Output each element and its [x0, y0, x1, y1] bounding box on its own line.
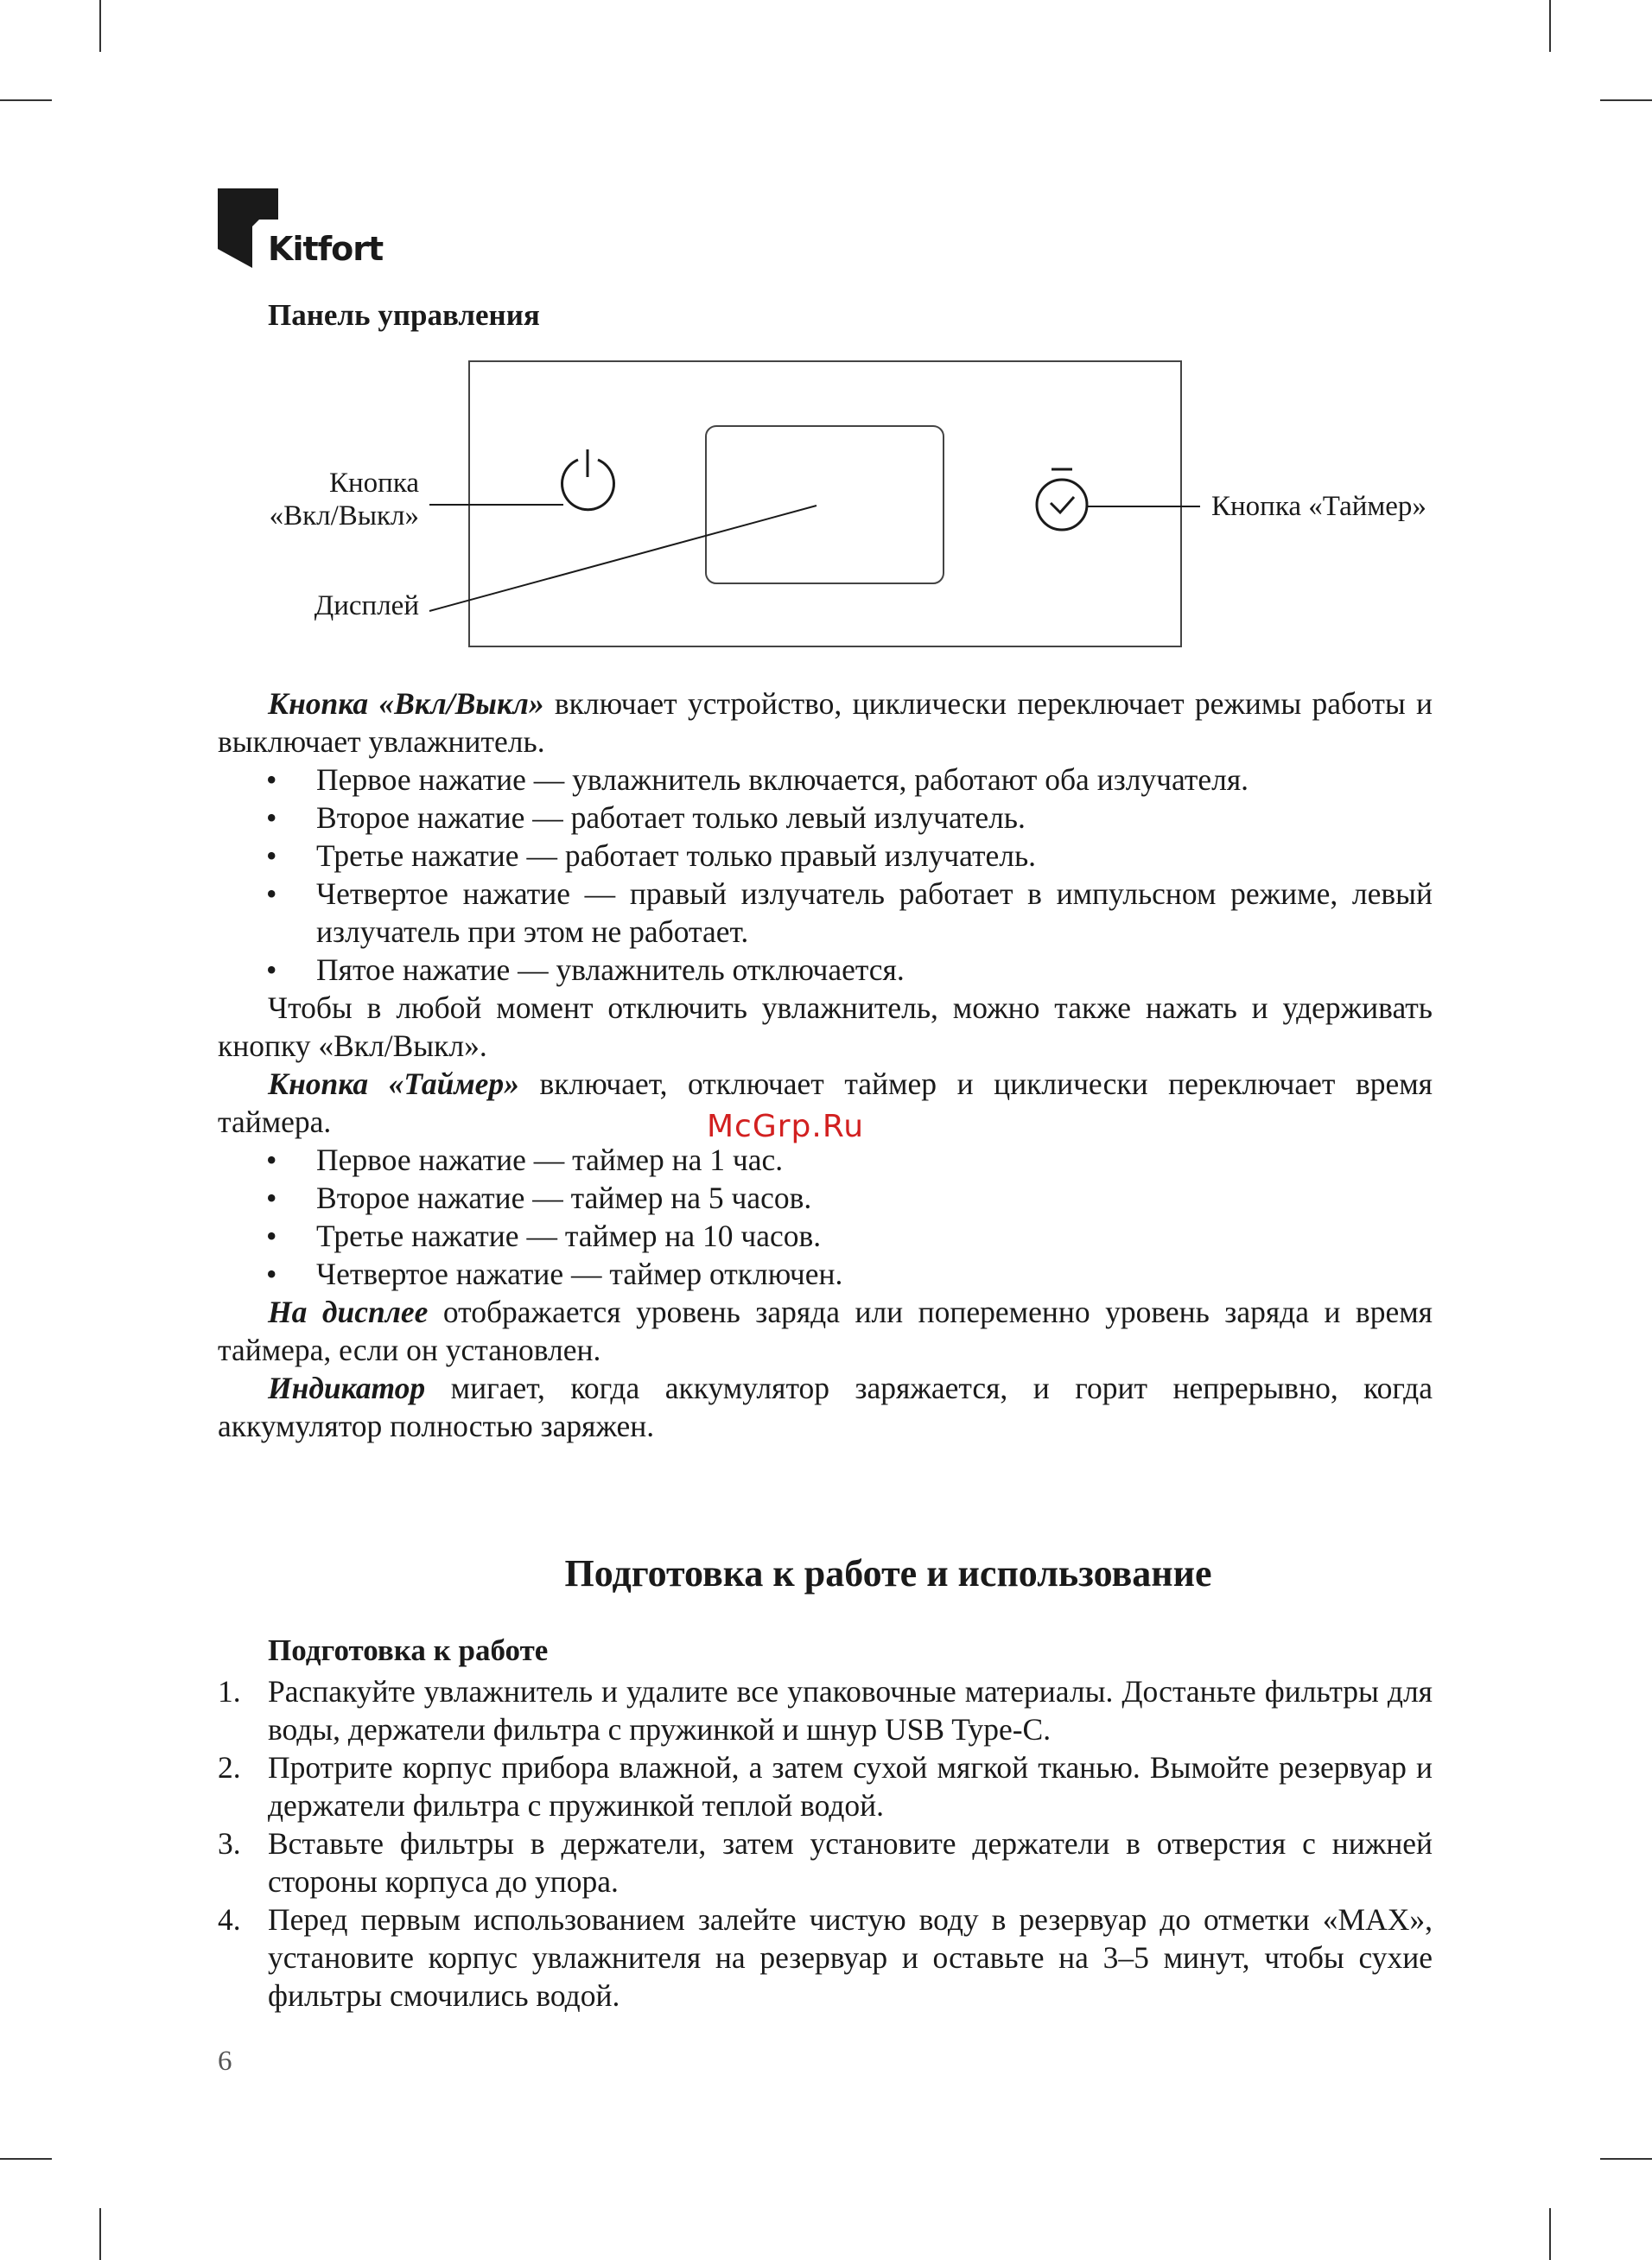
page-number: 6: [218, 2046, 232, 2077]
list-item: • Четвертое нажатие — правый излучатель работает в импульсном режиме, левый излучатель при этом не работает.: [266, 876, 1433, 949]
power-label-line1: Кнопка: [328, 468, 419, 499]
crop-mark: [1549, 2208, 1551, 2260]
crop-mark: [99, 0, 101, 52]
crop-mark: [0, 99, 52, 101]
crop-mark: [1600, 99, 1652, 101]
timer-modes-list: [218, 1141, 1433, 1293]
power-button-description: [218, 684, 1433, 761]
power-modes-list: [218, 761, 1433, 989]
list-item: • Четвертое нажатие — таймер отключен.: [266, 1257, 843, 1291]
list-item: • Третье нажатие — работает только правый излучатель.: [266, 838, 1037, 873]
indicator-text: мигает, когда аккумулятор заряжается, и горит непрерывно, когда аккумулятор полностью заряжен.: [218, 1371, 1433, 1443]
power-label-line2: «Вкл/Выкл»: [269, 500, 419, 532]
display-description: [218, 1293, 1433, 1369]
brand-name: Kitfort: [268, 230, 384, 268]
list-item: 1. Распакуйте увлажнитель и удалите все упаковочные материалы. Достаньте фильтры для воды, держатели фильтра с пружинкой и шнур USB Type-C.: [218, 1674, 1433, 1747]
list-item: 2. Протрите корпус прибора влажной, а затем сухой мягкой тканью. Вымойте резервуар и держатели фильтра с пружинкой теплой водой.: [218, 1750, 1433, 1823]
display-term: На дисплее: [268, 1295, 429, 1329]
hold-note: Чтобы в любой момент отключить увлажнитель, можно также нажать и удерживать кнопку «Вкл/Выкл».: [218, 990, 1433, 1063]
power-button-term: Кнопка «Вкл/Выкл»: [268, 686, 544, 721]
power-icon: [562, 449, 614, 510]
panel-frame: [469, 361, 1181, 646]
display-leader-line: [429, 506, 816, 611]
power-button-label: [238, 467, 419, 532]
timer-button-term: Кнопка «Таймер»: [268, 1066, 519, 1101]
list-item: • Первое нажатие — увлажнитель включается, работают оба излучателя.: [266, 762, 1249, 797]
indicator-description: [218, 1369, 1433, 1445]
prep-steps-list: [218, 1672, 1433, 2015]
timer-button-text: включает, отключает таймер и циклически переключает время таймера.: [218, 1066, 1433, 1139]
control-panel-diagram: [0, 346, 1652, 674]
list-item: • Пятое нажатие — увлажнитель отключается.: [266, 952, 905, 987]
list-item: • Второе нажатие — работает только левый излучатель.: [266, 800, 1026, 835]
display-label: Дисплей: [314, 590, 419, 621]
prep-heading: Подготовка к работе: [268, 1633, 549, 1667]
crop-mark: [1600, 2158, 1652, 2160]
timer-button-label: Кнопка «Таймер»: [1211, 491, 1426, 522]
crop-mark: [0, 2158, 52, 2160]
power-button-text: включает устройство, циклически переключает режимы работы и выключает увлажнитель.: [218, 686, 1433, 759]
display-screen: [706, 426, 944, 583]
brand-logo: [218, 188, 391, 275]
crop-mark: [99, 2208, 101, 2260]
panel-heading: Панель управления: [268, 298, 540, 332]
list-item: 3. Вставьте фильтры в держатели, затем установите держатели в отверстия с нижней стороны корпуса до упора.: [218, 1826, 1433, 1899]
list-item: • Второе нажатие — таймер на 5 часов.: [266, 1181, 812, 1215]
section-title: Подготовка к работе и использование: [564, 1552, 1212, 1595]
list-item: 4. Перед первым использованием залейте чистую воду в резервуар до отметки «MAX», установите корпус увлажнителя на резервуар и оставьте на 3–5 минут, чтобы сухие фильтры смочились водой.: [218, 1902, 1433, 2013]
display-text: отображается уровень заряда или попеременно уровень заряда и время таймера, если он установлен.: [218, 1295, 1433, 1367]
list-item: • Третье нажатие — таймер на 10 часов.: [266, 1219, 822, 1253]
list-item: • Первое нажатие — таймер на 1 час.: [266, 1143, 784, 1177]
watermark: McGrp.Ru: [707, 1109, 865, 1144]
crop-mark: [1549, 0, 1551, 52]
indicator-term: Индикатор: [268, 1371, 426, 1405]
timer-icon: [1037, 469, 1087, 530]
